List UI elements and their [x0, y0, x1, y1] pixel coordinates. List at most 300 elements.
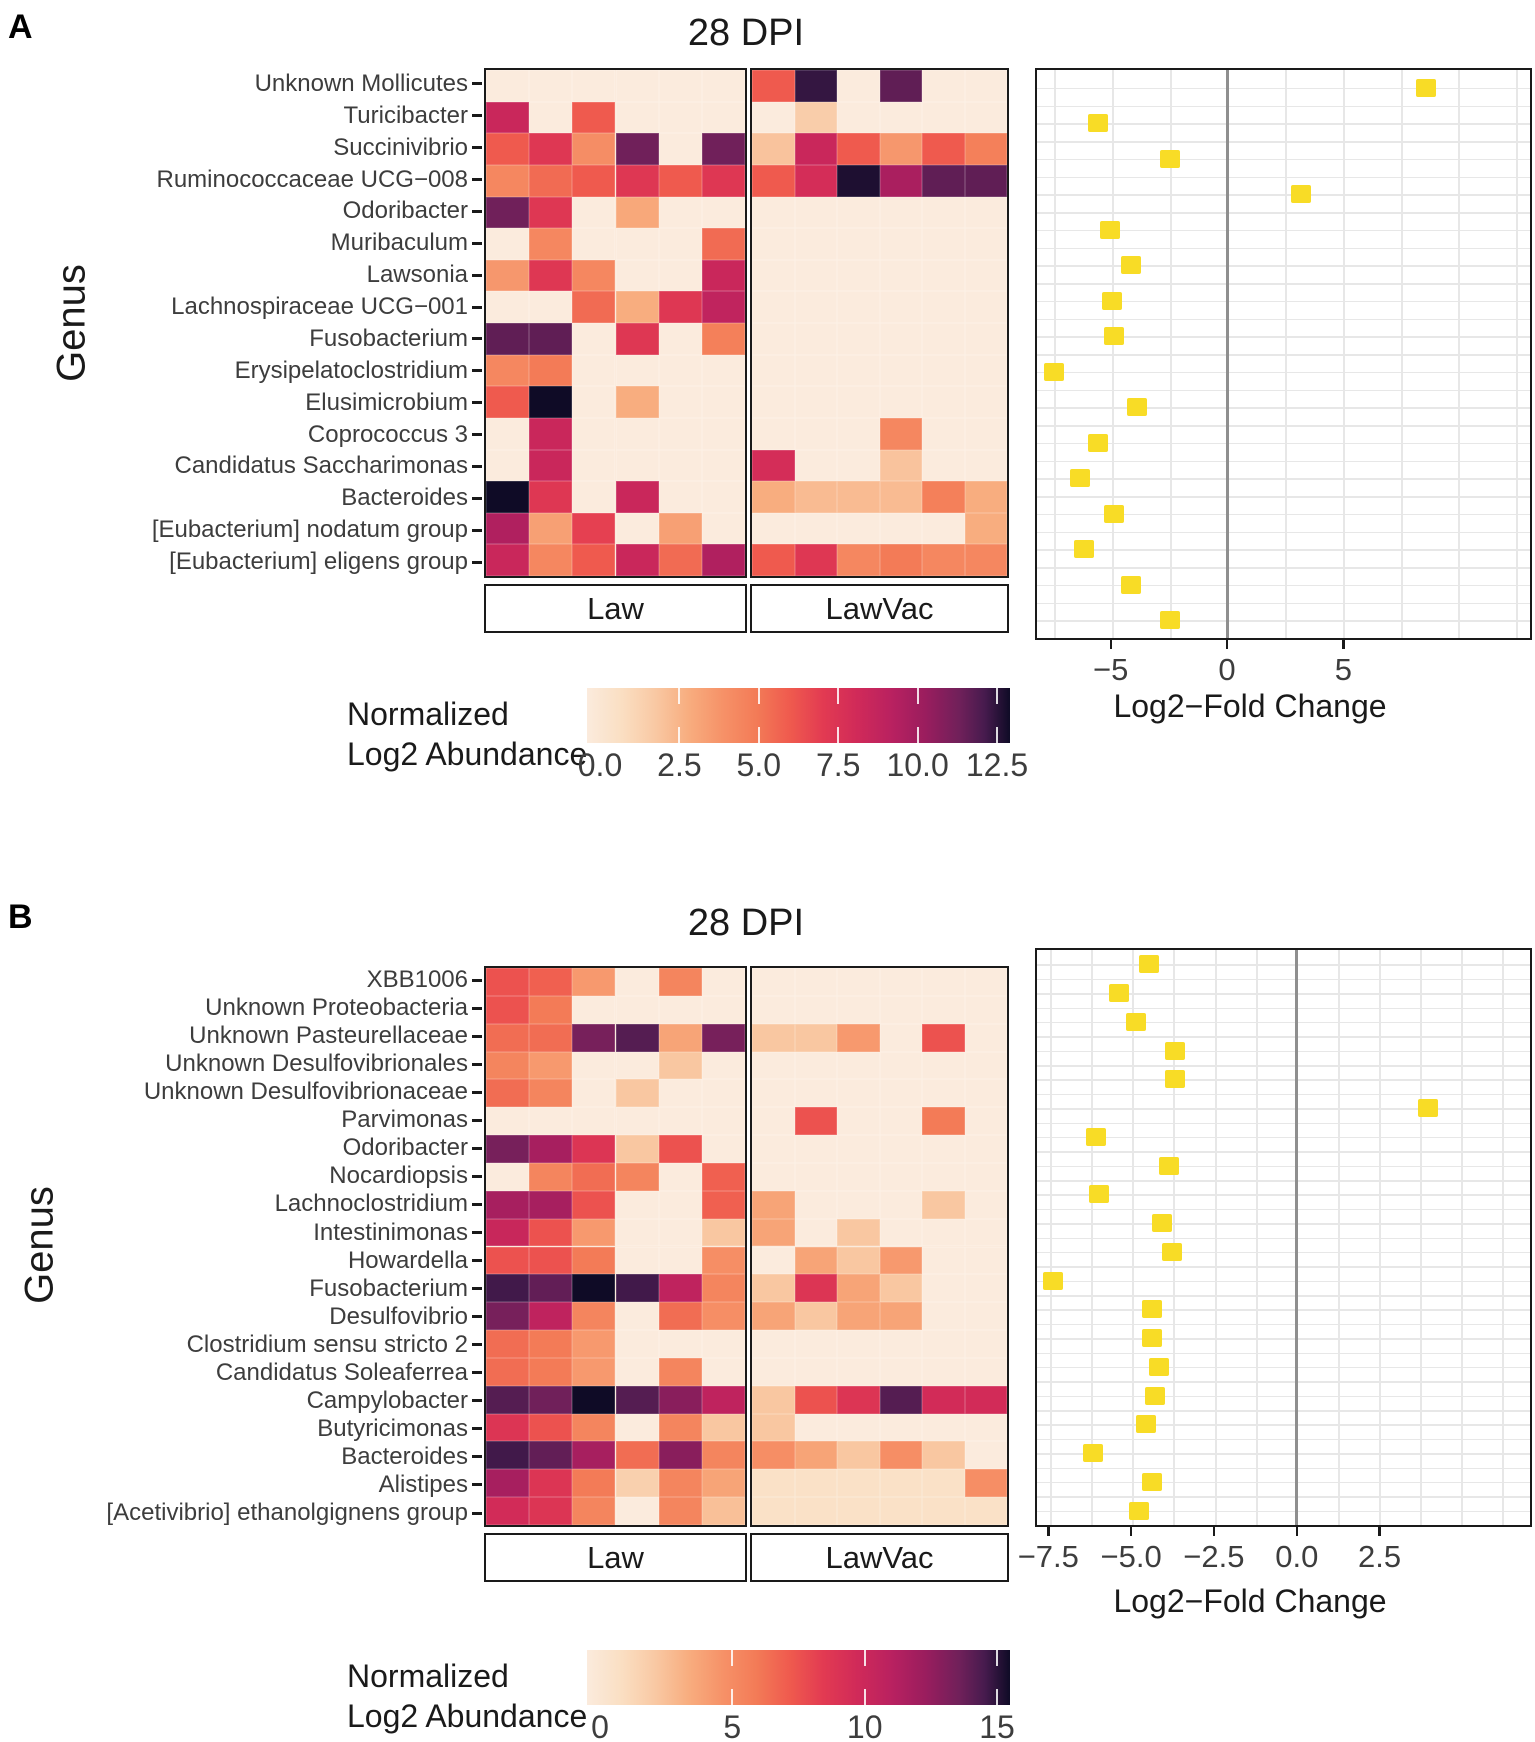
heatmap-cell	[616, 1386, 659, 1414]
heatmap-cell	[965, 165, 1008, 197]
heatmap-cell	[572, 386, 615, 418]
heatmap-cell	[837, 323, 880, 355]
heatmap-cell	[572, 323, 615, 355]
heatmap-cell	[486, 1107, 529, 1135]
gridline-horizontal	[1037, 159, 1530, 161]
axis-tick	[472, 529, 482, 532]
heatmap-cell	[702, 197, 745, 229]
heatmap-cell	[965, 1302, 1008, 1330]
heatmap-cell	[922, 418, 965, 450]
heatmap-cell	[752, 1079, 795, 1107]
heatmap-cell	[486, 323, 529, 355]
heatmap-cell	[965, 323, 1008, 355]
gridline-horizontal	[1037, 425, 1530, 427]
heatmap-cell	[529, 1414, 572, 1442]
heatmap-cell	[616, 1107, 659, 1135]
heatmap-cell	[659, 386, 702, 418]
genus-tick-label: Fusobacterium	[309, 324, 468, 352]
heatmap-cell	[659, 1191, 702, 1219]
heatmap-cell	[752, 102, 795, 134]
heatmap-cell	[702, 418, 745, 450]
heatmap-cell	[702, 1107, 745, 1135]
heatmap-cell	[752, 70, 795, 102]
heatmap-cell	[795, 1497, 838, 1525]
heatmap-cell	[659, 1497, 702, 1525]
heatmap-cell	[572, 1302, 615, 1330]
heatmap-cell	[529, 1302, 572, 1330]
axis-tick	[472, 306, 482, 309]
genus-tick-label: Unknown Proteobacteria	[205, 994, 468, 1022]
heatmap-cell	[752, 1469, 795, 1497]
colorbar-tick-label: 10.0	[886, 747, 949, 783]
heatmap-cell	[795, 1469, 838, 1497]
heatmap-cell	[659, 996, 702, 1024]
heatmap-cell	[486, 544, 529, 576]
heatmap-cell	[795, 1386, 838, 1414]
genus-tick-label: Lachnoclostridium	[274, 1190, 468, 1218]
heatmap-cell	[837, 386, 880, 418]
genus-tick-label: Candidatus Saccharimonas	[174, 452, 468, 480]
axis-tick	[472, 178, 482, 181]
heatmap-cell	[572, 133, 615, 165]
heatmap-cell	[529, 1469, 572, 1497]
heatmap-cell	[572, 996, 615, 1024]
heatmap-cell	[659, 450, 702, 482]
heatmap-cell	[795, 996, 838, 1024]
heatmap-cell	[880, 102, 923, 134]
heatmap-cell	[752, 1414, 795, 1442]
heatmap-cell	[752, 1330, 795, 1358]
heatmap-cell	[837, 1079, 880, 1107]
heatmap-cell	[486, 1219, 529, 1247]
heatmap-cell	[965, 1386, 1008, 1414]
gridline-vertical	[1420, 950, 1422, 1525]
heatmap-cell	[702, 481, 745, 513]
gridline-horizontal	[1037, 1410, 1530, 1412]
heatmap-cell	[486, 1386, 529, 1414]
heatmap-cell	[965, 1219, 1008, 1247]
heatmap-cell	[702, 355, 745, 387]
heatmap-cell	[752, 450, 795, 482]
heatmap-cell	[837, 418, 880, 450]
heatmap-cell	[965, 197, 1008, 229]
gridline-horizontal	[1037, 194, 1530, 196]
gridline-horizontal	[1037, 1367, 1530, 1369]
zero-line	[1295, 950, 1298, 1525]
panel-b-letter: B	[8, 898, 33, 936]
heatmap-cell	[752, 996, 795, 1024]
genus-tick-label: Odoribacter	[342, 1134, 468, 1162]
heatmap-cell	[880, 70, 923, 102]
heatmap-cell	[922, 1191, 965, 1219]
heatmap-cell	[702, 1274, 745, 1302]
fold-change-dot	[1165, 1070, 1185, 1088]
heatmap-cell	[752, 1247, 795, 1275]
heatmap-cell	[529, 481, 572, 513]
heatmap-cell	[572, 1441, 615, 1469]
heatmap-cell	[795, 418, 838, 450]
axis-tick	[472, 1455, 482, 1458]
gridline-horizontal	[1037, 461, 1530, 463]
heatmap-cell	[659, 102, 702, 134]
heatmap-cell	[837, 1441, 880, 1469]
heatmap-cell	[965, 291, 1008, 323]
axis-tick	[472, 1483, 482, 1486]
heatmap-cell	[702, 544, 745, 576]
heatmap-cell	[529, 1135, 572, 1163]
genus-tick-label: Muribaculum	[330, 229, 468, 257]
heatmap-cell	[529, 1358, 572, 1386]
fold-change-dot	[1416, 79, 1436, 97]
gridline-horizontal	[1037, 1396, 1530, 1398]
fold-change-dot	[1088, 434, 1108, 452]
heatmap-cell	[529, 1079, 572, 1107]
heatmap-cell	[880, 1414, 923, 1442]
colorbar-tick	[917, 727, 919, 743]
heatmap-cell	[795, 228, 838, 260]
heatmap-cell	[659, 1107, 702, 1135]
heatmap-cell	[572, 1219, 615, 1247]
heatmap-cell	[529, 133, 572, 165]
colorbar-tick	[678, 727, 680, 743]
heatmap-cell	[616, 1441, 659, 1469]
heatmap-cell	[837, 1497, 880, 1525]
heatmap-cell	[702, 165, 745, 197]
heatmap-cell	[795, 1247, 838, 1275]
panel-a-x-axis-title: Log2−Fold Change	[1113, 688, 1387, 724]
fold-change-dot	[1100, 221, 1120, 239]
genus-tick-label: Lawsonia	[366, 261, 468, 289]
heatmap-cell	[616, 386, 659, 418]
gridline-horizontal	[1037, 1108, 1530, 1110]
heatmap-cell	[486, 1414, 529, 1442]
heatmap-cell	[752, 197, 795, 229]
gridline-horizontal	[1037, 496, 1530, 498]
heatmap-cell	[795, 544, 838, 576]
heatmap-cell	[795, 1135, 838, 1163]
fold-change-dot	[1104, 505, 1124, 523]
heatmap-cell	[880, 355, 923, 387]
heatmap-cell	[880, 1247, 923, 1275]
axis-tick	[472, 433, 482, 436]
heatmap-cell	[529, 70, 572, 102]
gridline-horizontal	[1037, 1079, 1530, 1081]
axis-tick	[472, 1427, 482, 1430]
heatmap-cell	[795, 968, 838, 996]
colorbar-tick	[996, 1650, 998, 1666]
axis-tick	[472, 146, 482, 149]
heatmap-cell	[529, 1247, 572, 1275]
heatmap-cell	[752, 1024, 795, 1052]
heatmap-cell	[795, 197, 838, 229]
gridline-horizontal	[1037, 141, 1530, 143]
heatmap-cell	[659, 1414, 702, 1442]
heatmap-cell	[965, 1330, 1008, 1358]
heatmap-cell	[965, 133, 1008, 165]
heatmap-cell	[572, 1052, 615, 1080]
genus-tick-label: Parvimonas	[341, 1106, 468, 1134]
heatmap-cell	[795, 1358, 838, 1386]
heatmap-cell	[616, 291, 659, 323]
gridline-horizontal	[1037, 265, 1530, 267]
heatmap-cell	[965, 481, 1008, 513]
gridline-horizontal	[1037, 1424, 1530, 1426]
x-tick-label: 5	[1334, 652, 1353, 687]
gridline-horizontal	[1037, 567, 1530, 569]
heatmap-cell	[486, 1052, 529, 1080]
heatmap-cell	[965, 1135, 1008, 1163]
genus-tick-label: Alistipes	[378, 1470, 468, 1498]
heatmap-cell	[486, 513, 529, 545]
colorbar-tick-label: 5.0	[736, 747, 782, 783]
heatmap-cell	[572, 228, 615, 260]
colorbar-tick-label: 10	[846, 1709, 883, 1742]
heatmap-cell	[659, 513, 702, 545]
heatmap-cell	[572, 1274, 615, 1302]
heatmap-cell	[837, 133, 880, 165]
heatmap-cell	[659, 481, 702, 513]
genus-tick-label: [Acetivibrio] ethanolgignens group	[106, 1499, 468, 1526]
gridline-horizontal	[1037, 1051, 1530, 1053]
fold-change-dot	[1142, 1300, 1162, 1318]
heatmap-cell	[922, 1107, 965, 1135]
heatmap-cell	[837, 1163, 880, 1191]
heatmap-cell	[702, 70, 745, 102]
heatmap-cell	[965, 70, 1008, 102]
heatmap-cell	[837, 1052, 880, 1080]
axis-tick	[472, 1287, 482, 1290]
gridline-horizontal	[1037, 106, 1530, 108]
heatmap-cell	[572, 1469, 615, 1497]
heatmap-cell	[880, 1219, 923, 1247]
heatmap-cell	[880, 1469, 923, 1497]
heatmap-cell	[702, 1358, 745, 1386]
heatmap-cell	[965, 228, 1008, 260]
heatmap-cell	[922, 513, 965, 545]
genus-tick-label: Ruminococcaceae UCG−008	[156, 165, 468, 193]
heatmap-cell	[659, 1163, 702, 1191]
gridline-horizontal	[1037, 1137, 1530, 1139]
heatmap-cell	[486, 450, 529, 482]
gridline-horizontal	[1037, 319, 1530, 321]
heatmap-cell	[880, 165, 923, 197]
colorbar-tick	[731, 1650, 733, 1666]
heatmap-cell	[880, 260, 923, 292]
gridline-vertical	[1343, 70, 1345, 638]
genus-tick-label: Howardella	[347, 1246, 468, 1274]
colorbar-tick	[837, 688, 839, 704]
genus-tick-label: Clostridium sensu stricto 2	[186, 1330, 468, 1358]
facet-strip-label: LawVac	[825, 590, 934, 626]
heatmap-cell	[616, 1414, 659, 1442]
fold-change-dot	[1104, 327, 1124, 345]
genus-tick-label: Coprococcus 3	[307, 420, 468, 448]
colorbar-tick-label: 7.5	[815, 747, 861, 783]
heatmap-cell	[659, 355, 702, 387]
heatmap-cell	[922, 197, 965, 229]
colorbar-tick-label: 5	[723, 1709, 742, 1742]
heatmap-cell	[702, 1469, 745, 1497]
gridline-horizontal	[1037, 1180, 1530, 1182]
heatmap-cell	[965, 1024, 1008, 1052]
gridline-horizontal	[1037, 1496, 1530, 1498]
heatmap-cell	[659, 1302, 702, 1330]
heatmap-cell	[486, 228, 529, 260]
heatmap-cell	[837, 1024, 880, 1052]
heatmap-cell	[529, 1163, 572, 1191]
heatmap-cell	[616, 1274, 659, 1302]
fold-change-dot	[1074, 540, 1094, 558]
heatmap-cell	[486, 418, 529, 450]
heatmap-cell	[659, 291, 702, 323]
colorbar-tick	[996, 1689, 998, 1705]
gridline-horizontal	[1037, 1439, 1530, 1441]
gridline-horizontal	[1037, 354, 1530, 356]
genus-tick-label: Fusobacterium	[309, 1274, 468, 1302]
heatmap-cell	[837, 481, 880, 513]
genus-tick-label: Odoribacter	[342, 197, 468, 225]
heatmap-cell	[529, 544, 572, 576]
genus-tick-label: Desulfovibrio	[329, 1302, 468, 1330]
heatmap-cell	[529, 1274, 572, 1302]
genus-tick-label: Succinivibrio	[333, 133, 468, 161]
heatmap-cell	[880, 228, 923, 260]
genus-tick-label: Intestinimonas	[313, 1218, 468, 1246]
axis-tick	[472, 1259, 482, 1262]
gridline-horizontal	[1037, 390, 1530, 392]
genus-tick-label: [Eubacterium] nodatum group	[151, 516, 468, 544]
heatmap-cell	[659, 544, 702, 576]
heatmap-cell	[529, 1386, 572, 1414]
heatmap-cell	[572, 1024, 615, 1052]
heatmap-cell	[922, 481, 965, 513]
gridline-horizontal	[1037, 1151, 1530, 1153]
heatmap-cell	[965, 968, 1008, 996]
heatmap-cell	[486, 1330, 529, 1358]
heatmap-cell	[837, 1274, 880, 1302]
heatmap-cell	[616, 1358, 659, 1386]
axis-tick	[472, 1343, 482, 1346]
heatmap-cell	[752, 323, 795, 355]
heatmap-cell	[486, 1247, 529, 1275]
heatmap-cell	[486, 260, 529, 292]
heatmap-cell	[837, 996, 880, 1024]
gridline-vertical	[1401, 70, 1403, 638]
heatmap-cell	[702, 260, 745, 292]
gridline-horizontal	[1037, 1022, 1530, 1024]
heatmap-cell	[880, 481, 923, 513]
panel-a-letter: A	[8, 8, 33, 46]
colorbar-tick	[864, 1650, 866, 1666]
fold-change-dot	[1043, 1272, 1063, 1290]
heatmap-cell	[922, 386, 965, 418]
heatmap-cell	[616, 228, 659, 260]
heatmap-cell	[965, 1107, 1008, 1135]
axis-tick	[472, 1007, 482, 1010]
heatmap-cell	[572, 1135, 615, 1163]
heatmap-cell	[616, 70, 659, 102]
gridline-horizontal	[1037, 1324, 1530, 1326]
gridline-horizontal	[1037, 549, 1530, 551]
genus-tick-label: Campylobacter	[306, 1386, 468, 1414]
heatmap-cell	[572, 70, 615, 102]
heatmap-cell	[572, 102, 615, 134]
heatmap-cell	[965, 1247, 1008, 1275]
heatmap-cell	[486, 968, 529, 996]
gridline-horizontal	[1037, 1453, 1530, 1455]
x-tick-label: −2.5	[1183, 1539, 1245, 1574]
heatmap-cell	[752, 1497, 795, 1525]
heatmap-cell	[616, 1191, 659, 1219]
panel-a-legend-title-line2: Log2 Abundance	[347, 736, 588, 772]
genus-tick-label: [Eubacterium] eligens group	[169, 548, 468, 576]
x-tick-label: 2.5	[1358, 1539, 1402, 1574]
heatmap-cell	[529, 418, 572, 450]
heatmap-cell	[837, 544, 880, 576]
heatmap-cell	[529, 513, 572, 545]
heatmap-cell	[616, 133, 659, 165]
heatmap-cell	[837, 1247, 880, 1275]
heatmap-cell	[702, 1330, 745, 1358]
gridline-horizontal	[1037, 1194, 1530, 1196]
heatmap-cell	[965, 1052, 1008, 1080]
heatmap-cell	[795, 1024, 838, 1052]
heatmap-cell	[529, 1107, 572, 1135]
heatmap-cell	[659, 1441, 702, 1469]
fold-change-dot	[1139, 955, 1159, 973]
heatmap-cell	[752, 481, 795, 513]
heatmap-cell	[572, 1414, 615, 1442]
panel-a-y-axis-title: Genus	[49, 264, 94, 382]
fold-change-dot	[1418, 1099, 1438, 1117]
heatmap-cell	[616, 1469, 659, 1497]
gridline-horizontal	[1037, 1223, 1530, 1225]
panel-b-y-axis-title: Genus	[17, 1186, 62, 1304]
x-tick-mark	[1130, 1527, 1133, 1536]
heatmap-cell	[486, 70, 529, 102]
colorbar-tick	[758, 727, 760, 743]
heatmap-cell	[572, 968, 615, 996]
gridline-vertical	[1091, 950, 1093, 1525]
heatmap-cell	[965, 1497, 1008, 1525]
x-tick-mark	[1296, 1527, 1299, 1536]
heatmap-cell	[965, 1441, 1008, 1469]
heatmap-cell	[752, 386, 795, 418]
heatmap-cell	[965, 513, 1008, 545]
x-tick-label: 0.0	[1275, 1539, 1319, 1574]
colorbar-tick-label: 0.0	[577, 747, 623, 783]
x-tick-label: −5.0	[1100, 1539, 1162, 1574]
heatmap-cell	[965, 386, 1008, 418]
heatmap-cell	[486, 133, 529, 165]
heatmap-cell	[795, 323, 838, 355]
genus-tick-label: Erysipelatoclostridium	[234, 356, 468, 384]
fold-change-dot	[1126, 1013, 1146, 1031]
heatmap-cell	[486, 1274, 529, 1302]
heatmap-cell	[965, 260, 1008, 292]
axis-tick	[472, 369, 482, 372]
heatmap-cell	[880, 197, 923, 229]
heatmap-cell	[572, 481, 615, 513]
gridline-horizontal	[1037, 1309, 1530, 1311]
gridline-horizontal	[1037, 1036, 1530, 1038]
axis-tick	[472, 561, 482, 564]
panel-b-heatmap-lawvac	[750, 966, 1009, 1527]
gridline-horizontal	[1037, 1166, 1530, 1168]
heatmap-cell	[795, 1079, 838, 1107]
gridline-vertical	[1461, 950, 1463, 1525]
gridline-vertical	[1338, 950, 1340, 1525]
